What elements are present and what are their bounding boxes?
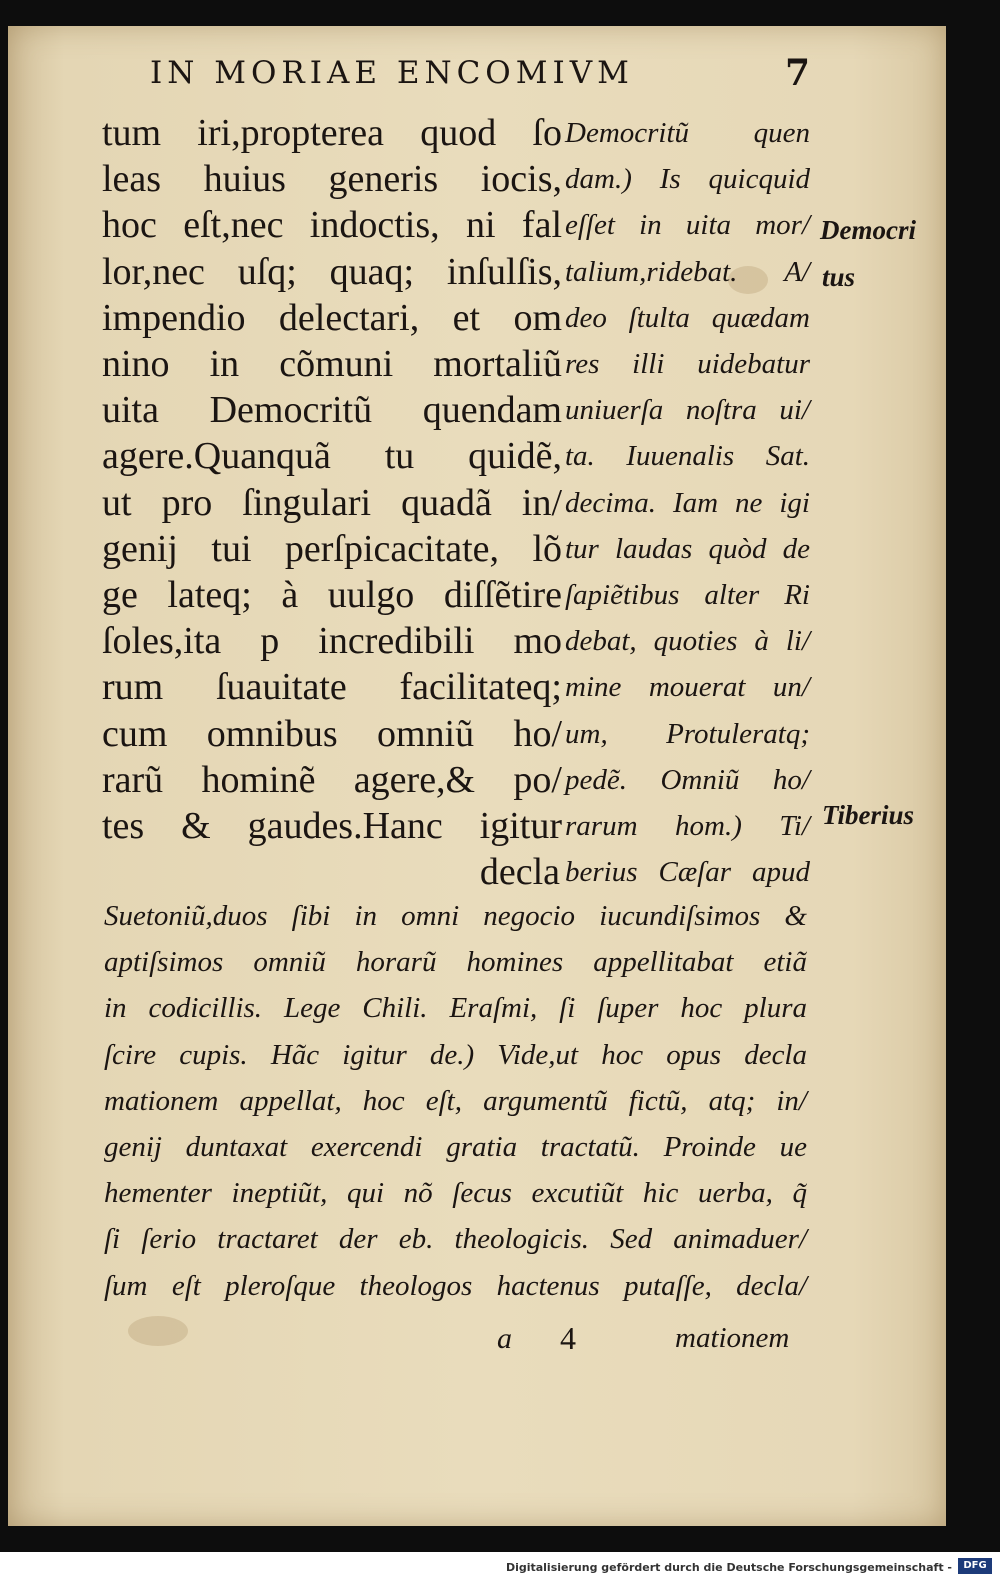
- main-text-line: uita Democritũ quendam: [102, 389, 562, 432]
- commentary-full-width: [104, 893, 807, 1309]
- main-text-line: genij tui perſpicacitate, lõ: [102, 527, 562, 570]
- signature-letter: a: [497, 1322, 512, 1355]
- main-text-line: ge lateq; à uulgo diſſẽtire: [102, 574, 562, 617]
- commentary-line: pedẽ. Omniũ ho/: [565, 763, 810, 796]
- main-text-line: tes & gaudes.Hanc igitur: [102, 805, 562, 848]
- commentary-line: genij duntaxat exercendi gratia tractatũ. Proinde ue: [104, 1131, 807, 1164]
- commentary-line: Suetoniũ,duos ſibi in omni negocio iucundiſsimos &: [104, 900, 807, 932]
- main-text-line: decla: [479, 851, 560, 894]
- commentary-line: ſcire cupis. Hãc igitur de.) Vide,ut hoc opus decla: [104, 1038, 807, 1071]
- running-title: IN MORIAE ENCOMIVM: [150, 55, 634, 91]
- commentary-line: eſſet in uita mor/: [565, 209, 810, 242]
- commentary-line: mine mouerat un/: [565, 671, 810, 704]
- main-text-line: agere.Quanquã tu quidẽ,: [102, 435, 562, 478]
- main-text-column: [102, 110, 562, 895]
- catchword: mationem: [675, 1322, 790, 1354]
- main-text-line: rarũ hominẽ agere,& po/: [102, 758, 562, 801]
- commentary-line: Democritũ quen: [565, 117, 810, 149]
- commentary-line: talium,ridebat. A/: [565, 255, 810, 288]
- margin-note-tiberius: Tiberius: [822, 800, 915, 830]
- commentary-line: rarum hom.) Ti/: [565, 810, 810, 843]
- commentary-side-column: [565, 110, 810, 895]
- main-text-line: rum ſuauitate facilitateq;: [102, 666, 562, 709]
- commentary-line: ſi ſerio tractaret der eb. theologicis. Sed animaduer/: [104, 1223, 807, 1256]
- commentary-line: mationem appellat, hoc eſt, argumentũ fictũ, atq; in/: [104, 1084, 807, 1117]
- main-text-line: leas huius generis iocis,: [102, 158, 562, 201]
- commentary-line: dam.) Is quicquid: [565, 163, 810, 196]
- commentary-line: tur laudas quòd de: [565, 532, 810, 565]
- main-text-line: ut pro ſingulari quadã in/: [102, 481, 562, 524]
- main-text-line: impendio delectari, et om: [102, 296, 562, 339]
- margin-note-democritus-cont: tus: [822, 262, 856, 292]
- foxing-stain: [128, 1316, 188, 1346]
- main-text-line: hoc eſt,nec indoctis, ni fal: [102, 204, 562, 247]
- page-number: 7: [785, 52, 811, 94]
- commentary-line: aptiſsimos omniũ horarũ homines appellitabat etiã: [104, 946, 807, 979]
- main-text-line: cum omnibus omniũ ho/: [102, 712, 562, 755]
- commentary-line: ſum eſt pleroſque theologos hactenus putaſſe, decla/: [104, 1269, 807, 1302]
- commentary-line: debat, quoties à li/: [565, 625, 810, 658]
- digitization-credit: Digitalisierung gefördert durch die Deutsche Forschungsgemeinschaft -: [505, 1561, 952, 1574]
- main-text-line: lor,nec uſq; quaq; inſulſis,: [102, 250, 562, 293]
- signature-number: 4: [560, 1320, 576, 1356]
- commentary-line: uniuerſa noſtra ui/: [565, 394, 810, 427]
- dfg-logo: DFG: [958, 1558, 992, 1574]
- main-text-line: ſoles,ita p incredibili mo: [102, 620, 562, 663]
- commentary-line: ſapiẽtibus alter Ri: [565, 579, 810, 612]
- main-text-line: tum iri,propterea quod ſo: [102, 112, 562, 154]
- main-text-line: nino in cõmuni mortaliũ: [102, 343, 562, 386]
- commentary-line: in codicillis. Lege Chili. Eraſmi, ſi ſuper hoc plura: [104, 992, 807, 1025]
- commentary-line: ta. Iuuenalis Sat.: [565, 440, 810, 473]
- commentary-line: um, Protuleratq;: [565, 717, 810, 750]
- commentary-line: decima. Iam ne igi: [565, 486, 810, 519]
- commentary-line: deo ſtulta quædam: [565, 301, 810, 334]
- margin-note-democritus: Democri: [820, 215, 916, 245]
- commentary-line: res illi uidebatur: [565, 348, 810, 381]
- commentary-line: hementer ineptiũt, qui nõ ſecus excutiũt hic uerba, q̃: [104, 1177, 807, 1210]
- commentary-line: berius Cæſar apud: [565, 856, 810, 889]
